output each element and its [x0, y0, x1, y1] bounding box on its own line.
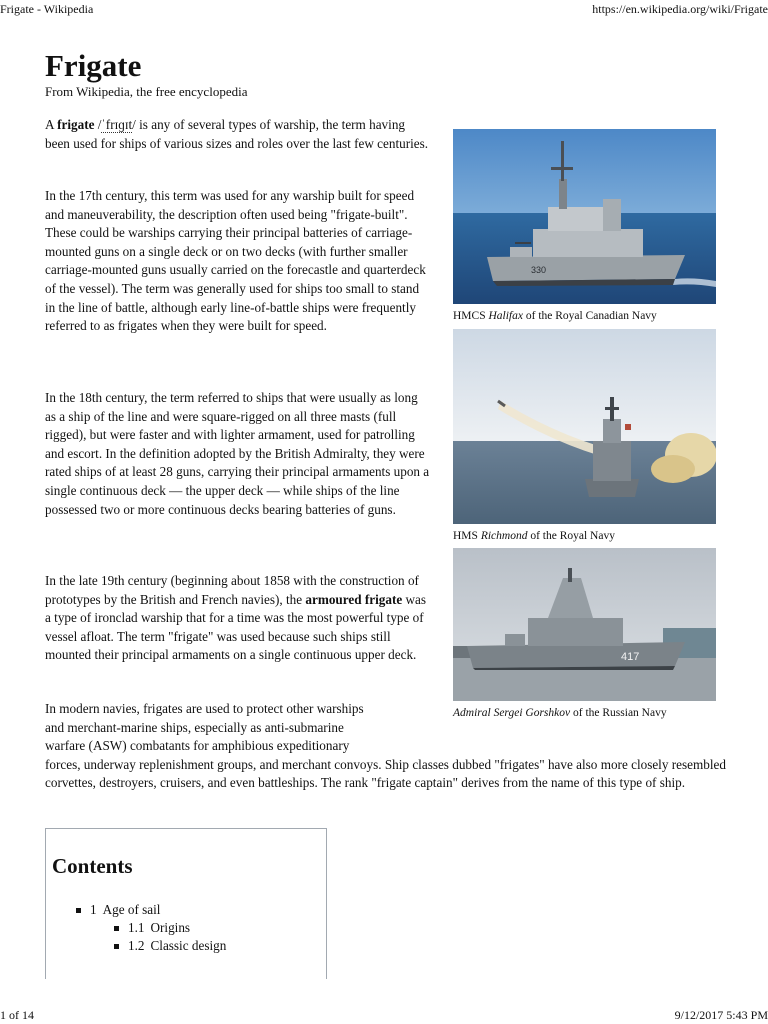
- p1-text-a: A: [45, 117, 58, 132]
- toc-item-origins[interactable]: [114, 919, 226, 937]
- intro-paragraph-2: In the 17th century, this term was used for any warship built for speed and maneuverability, the description often used being "frigate-built". These could be warships carrying their principal batteries of carriage-mounted guns on a single deck or on two decks (with further smaller carriage-mounted guns usually carried on the forecastle and quarterdeck of the vessel). The term was generally used for ships too small to stand in the line of battle, although early line-of-battle ships were frequently referred to as frigates when they were built for speed.: [45, 188, 426, 334]
- toc-item-number: 1.2: [128, 938, 145, 953]
- figure-admiral-gorshkov: [453, 548, 716, 720]
- p1-text-c: / is any of several types of warship, the term having been used for ships of various sizes and roles over the last few centuries.: [45, 117, 429, 151]
- toc-list: [76, 901, 226, 955]
- toc-item-label: Origins: [150, 920, 191, 935]
- image-hmcs-halifax[interactable]: [453, 129, 716, 304]
- bullet-icon: [76, 908, 81, 913]
- table-of-contents: [45, 828, 327, 979]
- p1-text-b: /: [94, 117, 102, 132]
- caption-hmcs-halifax: [453, 309, 716, 323]
- caption-3-b: of the Russian Navy: [570, 707, 667, 719]
- print-footer: [0, 1008, 768, 1022]
- caption-1-ship[interactable]: Halifax: [488, 310, 523, 322]
- toc-item-number: 1: [90, 902, 97, 917]
- caption-2-ship[interactable]: Richmond: [480, 530, 528, 542]
- caption-admiral-gorshkov: [453, 706, 716, 720]
- p5-line-1: In modern navies, frigates are used to protect other warships: [45, 701, 364, 716]
- intro-paragraph-3: In the 18th century, the term referred to ships that were usually as long as a ship of the line and were square-rigged on all three masts (full rigged), but were faster and with lighter armament, used for patrolling and escort. In the definition adopted by the British Admiralty, they were rated ships of at least 28 guns, carrying their principal armaments upon a single continuous deck — the upper deck — while ships of the line possessed two or more continuous decks bearing batteries of guns.: [45, 390, 430, 517]
- caption-1-b: of the Royal Canadian Navy: [522, 310, 657, 322]
- image-hms-richmond[interactable]: [453, 329, 716, 524]
- toc-title: Contents: [52, 854, 133, 878]
- p5-line-2: and merchant-marine ships, especially as anti-submarine: [45, 719, 344, 735]
- print-header: [0, 2, 768, 16]
- bullet-icon: [114, 944, 119, 949]
- toc-item-number: 1.1: [128, 920, 145, 935]
- intro-paragraph-1: [45, 116, 430, 153]
- p5-rest: forces, underway replenishment groups, and merchant convoys. Ship classes dubbed "frigates" have also more closely resembled corvettes, destroyers, cruisers, and even battleships. The rank "frigate captain" derives from the name of this type of ship.: [45, 756, 726, 791]
- p4-text-b: was a type of ironclad warship that for a time was the most powerful type of vessel afloat. The term "frigate" was used because such ships still mounted their principal armaments on a single continuous upper deck.: [45, 591, 427, 663]
- page-count: 1 of 14: [0, 1008, 34, 1022]
- page-title-header: Frigate - Wikipedia: [0, 2, 94, 16]
- hull-number-1: 330: [531, 265, 547, 275]
- figure-hmcs-halifax: [453, 129, 716, 323]
- caption-2-b: of the Royal Navy: [527, 530, 615, 542]
- page-url-header[interactable]: https://en.wikipedia.org/wiki/Frigate: [592, 2, 768, 16]
- article-title: Frigate: [45, 48, 142, 83]
- intro-paragraph-4: [45, 572, 430, 665]
- print-timestamp: 9/12/2017 5:43 PM: [674, 1008, 768, 1022]
- p5-line-3: warfare (ASW) combatants for amphibious expeditionary: [45, 738, 350, 754]
- p4-text-a: In the late 19th century (beginning about 1858 with the construction of prototypes by the British and French navies), the: [45, 573, 419, 607]
- caption-2-a: HMS: [453, 530, 481, 542]
- figure-hms-richmond: [453, 329, 716, 543]
- caption-1-a: HMCS: [453, 310, 489, 322]
- p1-term: frigate: [57, 117, 95, 132]
- toc-item-age-of-sail[interactable]: [76, 901, 226, 919]
- toc-item-classic-design[interactable]: [114, 937, 226, 955]
- article-tagline: From Wikipedia, the free encyclopedia: [45, 84, 248, 99]
- p4-term: armoured frigate: [305, 591, 403, 607]
- caption-hms-richmond: [453, 529, 716, 543]
- toc-item-label: Age of sail: [102, 902, 161, 917]
- image-admiral-gorshkov[interactable]: [453, 548, 716, 701]
- caption-3-ship[interactable]: Admiral Sergei Gorshkov: [453, 707, 571, 719]
- hull-number-3: 417: [621, 651, 640, 663]
- pronunciation-link[interactable]: ˈfrɪɡɪt: [101, 117, 133, 132]
- bullet-icon: [114, 926, 119, 931]
- toc-item-label: Classic design: [150, 938, 227, 953]
